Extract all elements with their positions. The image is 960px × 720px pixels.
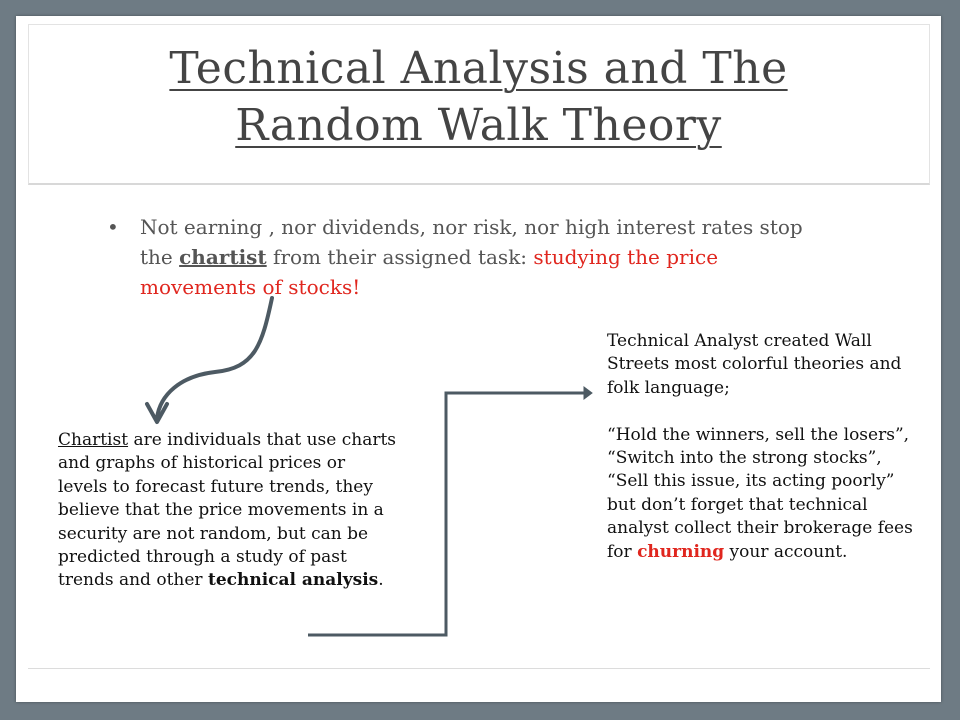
- bullet-red-text: studying the price movements of stocks!: [140, 245, 719, 299]
- chartist-term: Chartist: [58, 430, 129, 450]
- churning-highlight: churning: [637, 541, 725, 562]
- technical-analyst-note: [607, 330, 927, 564]
- slide: [16, 16, 941, 702]
- title-line-2: Random Walk Theory: [235, 100, 722, 151]
- analyst-intro: Technical Analyst created Wall Streets most colorful theories and folk language;: [607, 331, 902, 398]
- bullet-text-b: from their assigned task:: [266, 245, 534, 269]
- quotes-end: your account.: [724, 541, 848, 562]
- footer-divider: [28, 668, 930, 669]
- analyst-quotes: [607, 424, 927, 564]
- chartist-definition: [58, 429, 398, 593]
- paragraph-gap: [607, 400, 927, 423]
- title-line-1: Technical Analysis and The: [169, 43, 788, 94]
- chartist-description: are individuals that use charts and graphs of historical prices or levels to forecast future trends, they believe that the price movements in a security are not random, but can be predicted through a study of past trends and other: [58, 430, 397, 591]
- quotes-text: “Hold the winners, sell the losers”, “Switch into the strong stocks”, “Sell this issue, its acting poorly” but don’t forget that technical analyst collect their brokerage fees for: [607, 424, 913, 562]
- bullet-text-a: Not earning , nor dividends, nor risk, nor high interest rates stop the: [140, 215, 803, 269]
- bullet-text: [140, 212, 836, 302]
- definition-end: .: [378, 570, 384, 591]
- chartist-highlight: chartist: [179, 245, 267, 269]
- slide-title: [16, 40, 941, 154]
- technical-analysis-term: technical analysis: [207, 570, 379, 591]
- bullet-dot-icon: •: [107, 215, 119, 239]
- bullet-point: [107, 212, 836, 302]
